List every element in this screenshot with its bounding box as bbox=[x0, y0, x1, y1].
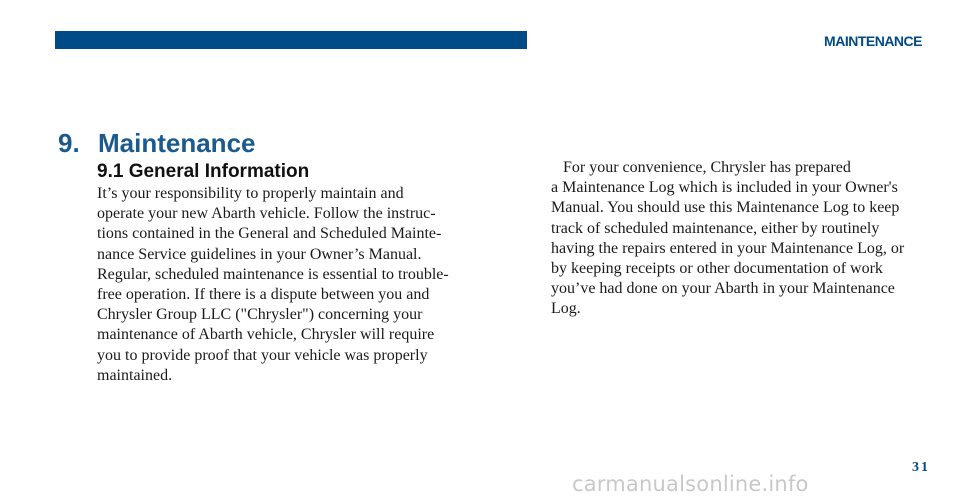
header-bar bbox=[55, 31, 527, 49]
paragraph-line: you’ve had done on your Abarth in your Maintenance bbox=[551, 280, 895, 298]
paragraph-line: Log. bbox=[551, 300, 581, 318]
left-paragraph bbox=[97, 184, 477, 386]
section-title: 9.1 General Information bbox=[97, 161, 310, 182]
chapter-title-text: Maintenance bbox=[98, 128, 256, 158]
right-paragraph bbox=[551, 158, 936, 320]
paragraph-line: maintained. bbox=[97, 366, 173, 384]
chapter-title bbox=[58, 128, 256, 159]
paragraph-line: a Maintenance Log which is included in your Owner's bbox=[551, 179, 898, 197]
paragraph-line: Manual. You should use this Maintenance Log to keep bbox=[551, 199, 900, 217]
paragraph-line: nance Service guidelines in your Owner’s Manual. bbox=[97, 245, 422, 263]
paragraph-line: Chrysler Group LLC ("Chrysler") concerning your bbox=[97, 306, 423, 324]
section-label: MAINTENANCE bbox=[824, 33, 922, 49]
paragraph-line: For your convenience, Chrysler has prepared bbox=[563, 159, 851, 176]
watermark: carmanualsonline.info bbox=[572, 472, 809, 496]
paragraph-line: tions contained in the General and Scheduled Mainte- bbox=[97, 225, 442, 243]
paragraph-line: free operation. If there is a dispute between you and bbox=[97, 286, 430, 304]
paragraph-line: operate your new Abarth vehicle. Follow the instruc- bbox=[97, 205, 436, 223]
chapter-number: 9. bbox=[58, 128, 80, 158]
paragraph-line: you to provide proof that your vehicle was properly bbox=[97, 346, 428, 364]
page-number: 31 bbox=[912, 460, 930, 475]
paragraph-line: track of scheduled maintenance, either by routinely bbox=[551, 219, 880, 237]
paragraph-line: by keeping receipts or other documentation of work bbox=[551, 260, 883, 278]
paragraph-line: maintenance of Abarth vehicle, Chrysler will require bbox=[97, 326, 435, 344]
paragraph-line: Regular, scheduled maintenance is essential to trouble- bbox=[97, 265, 449, 283]
paragraph-line: having the repairs entered in your Maintenance Log, or bbox=[551, 239, 905, 257]
paragraph-line: It’s your responsibility to properly maintain and bbox=[97, 185, 404, 202]
